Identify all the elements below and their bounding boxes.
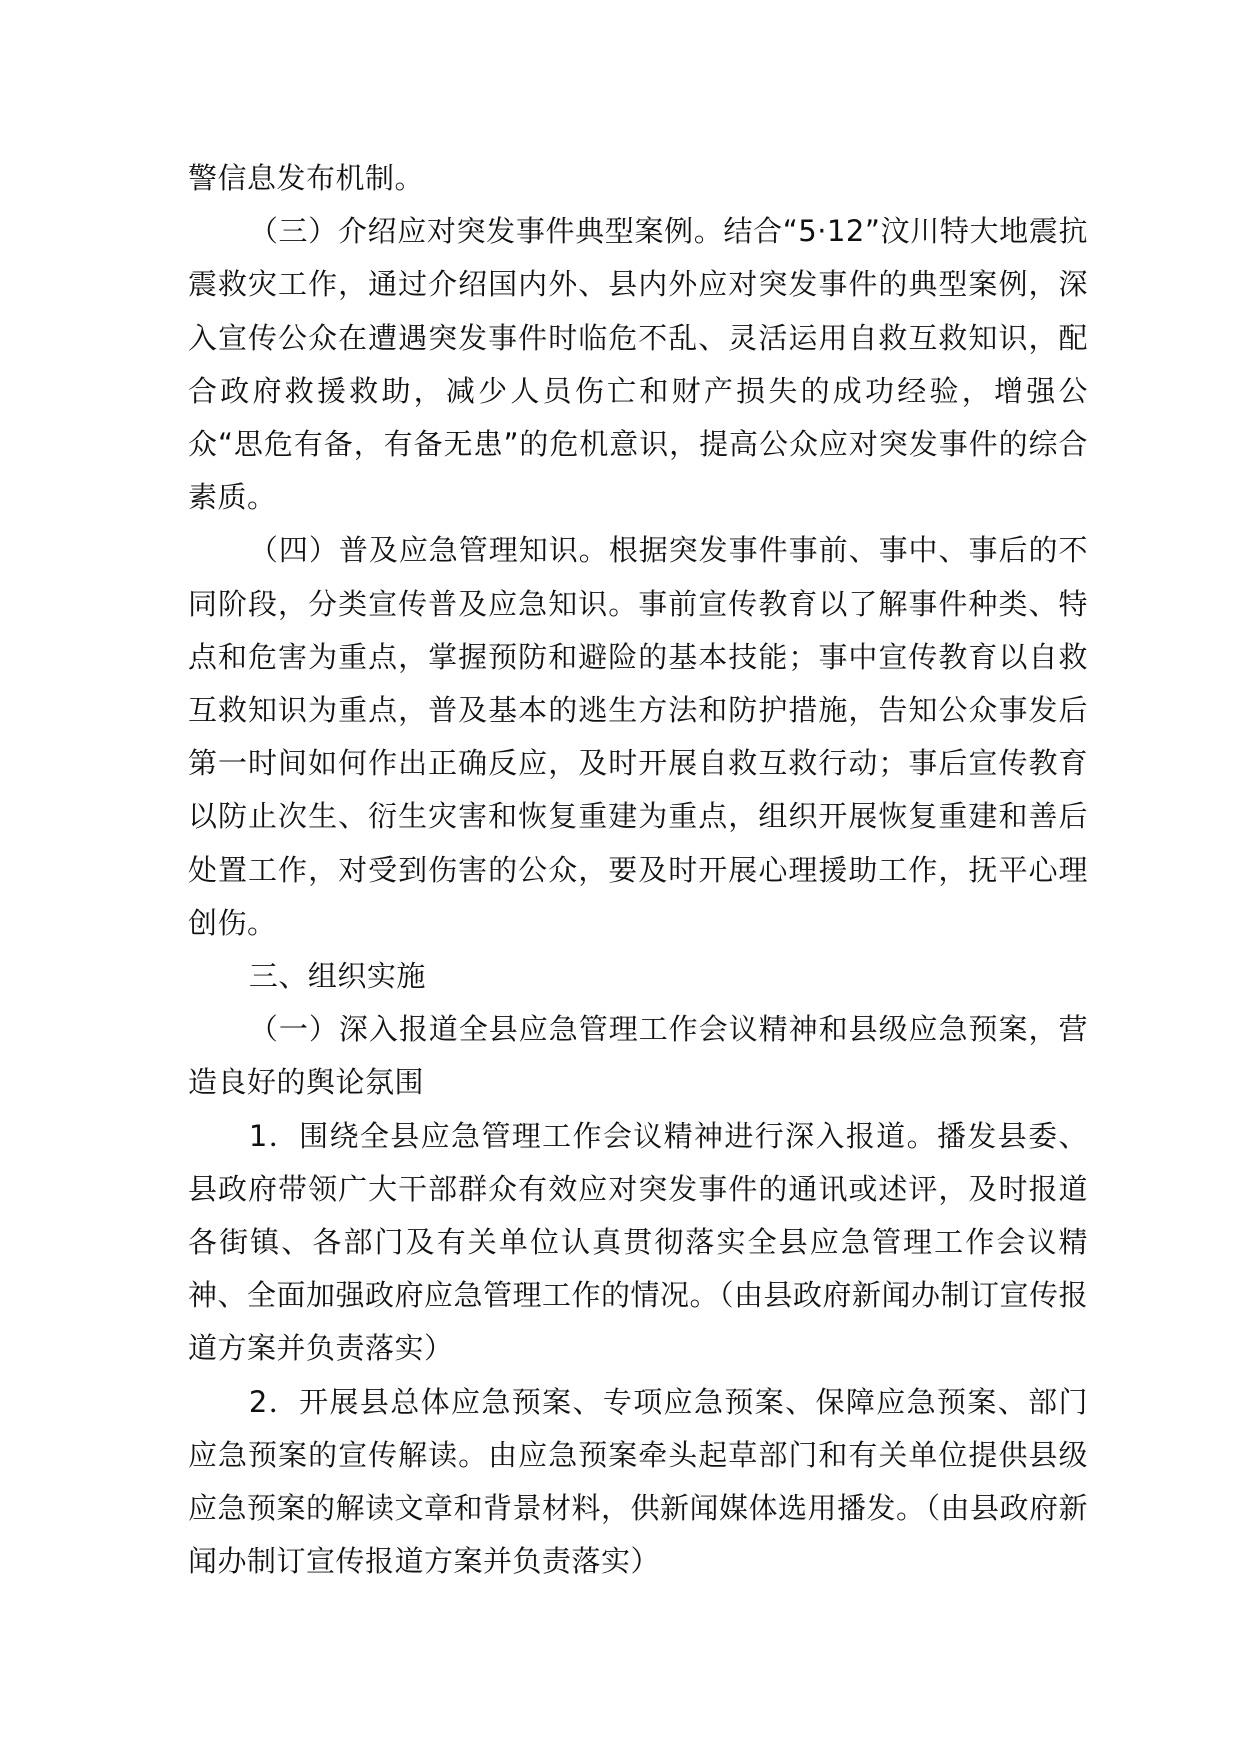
list-item-2: 2．开展县总体应急预案、专项应急预案、保障应急预案、部门应急预案的宣传解读。由应急预案牵头起草部门和有关单位提供县级应急预案的解读文章和背景材料，供新闻媒体选用播发。（由县政府新闻办制订宣传报道方案并负责落实）	[188, 1384, 1089, 1579]
list-item-1: 1．围绕全县应急管理工作会议精神进行深入报道。播发县委、县政府带领广大干部群众有效应对突发事件的通讯或述评，及时报道各街镇、各部门及有关单位认真贯彻落实全县应急管理工作会议精神、全面加强政府应急管理工作的情况。（由县政府新闻办制订宣传报道方案并负责落实）	[188, 1118, 1089, 1366]
document-body	[188, 152, 1088, 1588]
subsection-heading-reporting: （一）深入报道全县应急管理工作会议精神和县级应急预案，营造良好的舆论氛围	[188, 1012, 1088, 1100]
section-heading-implementation: 三、组织实施	[248, 959, 426, 994]
paragraph-typical-cases: （三）介绍应对突发事件典型案例。结合“5·12”汶川特大地震抗震救灾工作，通过介绍国内外、县内外应对突发事件的典型案例，深入宣传公众在遭遇突发事件时临危不乱、灵活运用自救互救知识，配合政府救援救助，减少人员伤亡和财产损失的成功经验，增强公众“思危有备，有备无患”的危机意识，提高公众应对突发事件的综合素质。	[188, 214, 1088, 515]
paragraph-continuation: 警信息发布机制。	[188, 161, 425, 195]
paragraph-emergency-knowledge: （四）普及应急管理知识。根据突发事件事前、事中、事后的不同阶段，分类宣传普及应急知识。事前宣传教育以了解事件种类、特点和危害为重点，掌握预防和避险的基本技能；事中宣传教育以自救互救知识为重点，普及基本的逃生方法和防护措施，告知公众事发后第一时间如何作出正确反应，及时开展自救互救行动；事后宣传教育以防止次生、衍生灾害和恢复重建为重点，组织开展恢复重建和善后处置工作，对受到伤害的公众，要及时开展心理援助工作，抚平心理创伤。	[188, 533, 1088, 940]
